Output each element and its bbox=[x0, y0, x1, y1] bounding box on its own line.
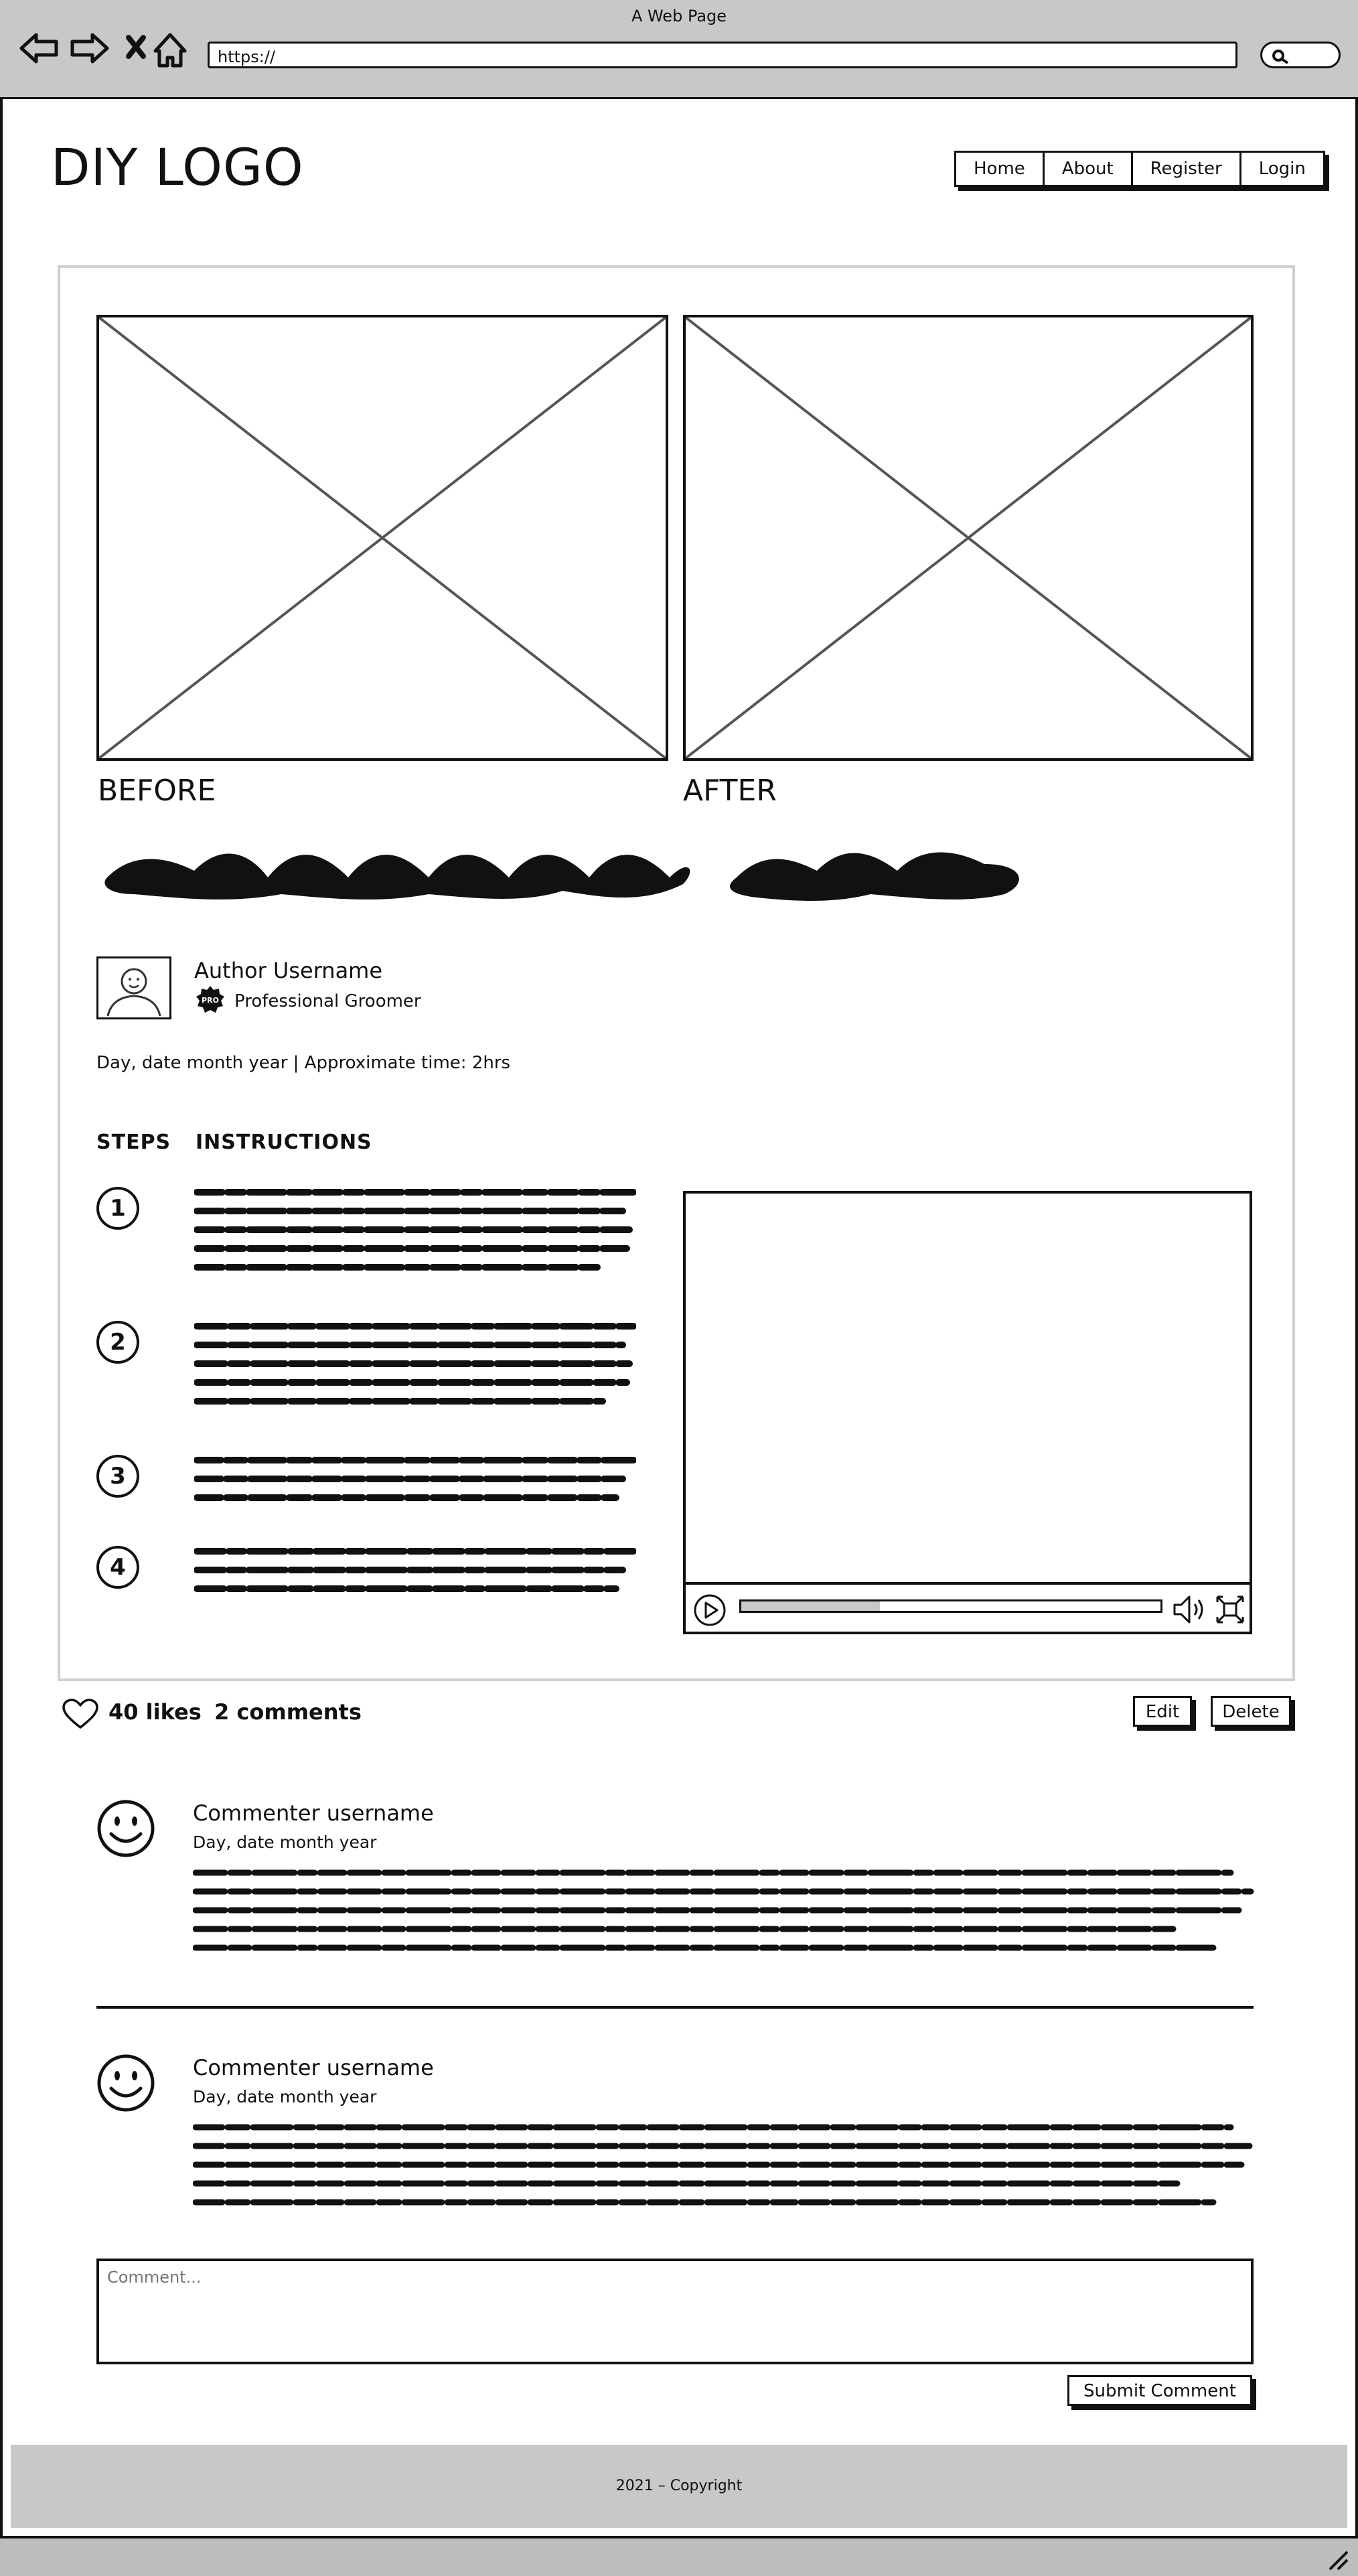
author-role: Professional Groomer bbox=[234, 991, 421, 1011]
footer bbox=[11, 2445, 1347, 2528]
delete-button[interactable]: Delete bbox=[1211, 1696, 1291, 1727]
step-instruction-text bbox=[194, 1187, 636, 1287]
step-number: 3 bbox=[96, 1455, 139, 1498]
main-nav bbox=[954, 151, 1325, 187]
video-progress-track[interactable] bbox=[739, 1599, 1162, 1613]
after-image bbox=[683, 315, 1254, 761]
copyright-text: 2021 – Copyright bbox=[615, 2478, 743, 2494]
step-instruction-text bbox=[194, 1455, 636, 1522]
comment-divider bbox=[96, 2006, 1254, 2009]
step-number: 4 bbox=[96, 1546, 139, 1589]
project-title-scribble bbox=[94, 831, 1031, 911]
commenter-username[interactable]: Commenter username bbox=[193, 1800, 434, 1826]
fullscreen-icon[interactable] bbox=[1215, 1594, 1246, 1625]
comment-body-text bbox=[193, 1867, 1255, 1968]
browser-status-bar bbox=[0, 2536, 1358, 2576]
video-player[interactable] bbox=[683, 1191, 1252, 1634]
pro-badge-text: PRO bbox=[202, 996, 219, 1005]
site-logo[interactable]: DIY LOGO bbox=[51, 137, 304, 197]
before-image bbox=[96, 315, 668, 761]
back-icon bbox=[21, 35, 56, 62]
step-number: 2 bbox=[96, 1321, 139, 1364]
comment-body-text bbox=[193, 2122, 1255, 2222]
author-avatar[interactable] bbox=[96, 956, 171, 1019]
likes-count: 40 likes bbox=[108, 1699, 202, 1725]
steps-header: STEPS bbox=[96, 1131, 171, 1154]
after-label: AFTER bbox=[683, 774, 777, 808]
submit-comment-button[interactable]: Submit Comment bbox=[1067, 2375, 1252, 2406]
user-icon bbox=[98, 958, 169, 1017]
browser-chrome bbox=[0, 0, 1358, 100]
step-instruction-text bbox=[194, 1321, 636, 1421]
before-label: BEFORE bbox=[98, 774, 216, 808]
instructions-header: INSTRUCTIONS bbox=[196, 1131, 372, 1154]
comment-input[interactable] bbox=[96, 2259, 1254, 2364]
nav-register[interactable]: Register bbox=[1131, 153, 1239, 185]
smiley-icon bbox=[96, 1799, 155, 1858]
heart-icon[interactable] bbox=[62, 1698, 99, 1730]
comment-date: Day, date month year bbox=[193, 1833, 377, 1852]
comment-date: Day, date month year bbox=[193, 2087, 377, 2106]
project-meta: Day, date month year | Approximate time: 2hrs bbox=[96, 1053, 511, 1073]
volume-icon[interactable] bbox=[1172, 1594, 1208, 1625]
nav-login[interactable]: Login bbox=[1239, 153, 1323, 185]
author-username[interactable]: Author Username bbox=[194, 958, 383, 983]
stop-icon bbox=[129, 38, 143, 56]
step-number: 1 bbox=[96, 1187, 139, 1230]
nav-home[interactable]: Home bbox=[974, 159, 1025, 179]
nav-about[interactable]: About bbox=[1043, 153, 1131, 185]
home-icon bbox=[155, 35, 185, 66]
commenter-username[interactable]: Commenter username bbox=[193, 2055, 434, 2080]
browser-search[interactable] bbox=[1260, 42, 1341, 68]
resize-grip-icon[interactable] bbox=[1326, 2548, 1350, 2572]
comments-count[interactable]: 2 comments bbox=[214, 1699, 362, 1725]
forward-icon bbox=[72, 35, 107, 62]
edit-button[interactable]: Edit bbox=[1133, 1696, 1192, 1727]
window-title: A Web Page bbox=[631, 7, 727, 25]
step-instruction-text bbox=[194, 1546, 636, 1613]
browser-nav-icons bbox=[19, 28, 193, 68]
play-icon[interactable] bbox=[692, 1593, 727, 1628]
url-bar[interactable]: https:// bbox=[208, 42, 1237, 68]
video-controls bbox=[686, 1582, 1250, 1632]
video-progress-fill bbox=[741, 1601, 880, 1611]
smiley-icon bbox=[96, 2054, 155, 2113]
search-icon bbox=[1272, 49, 1290, 65]
pro-badge-icon bbox=[196, 985, 225, 1014]
